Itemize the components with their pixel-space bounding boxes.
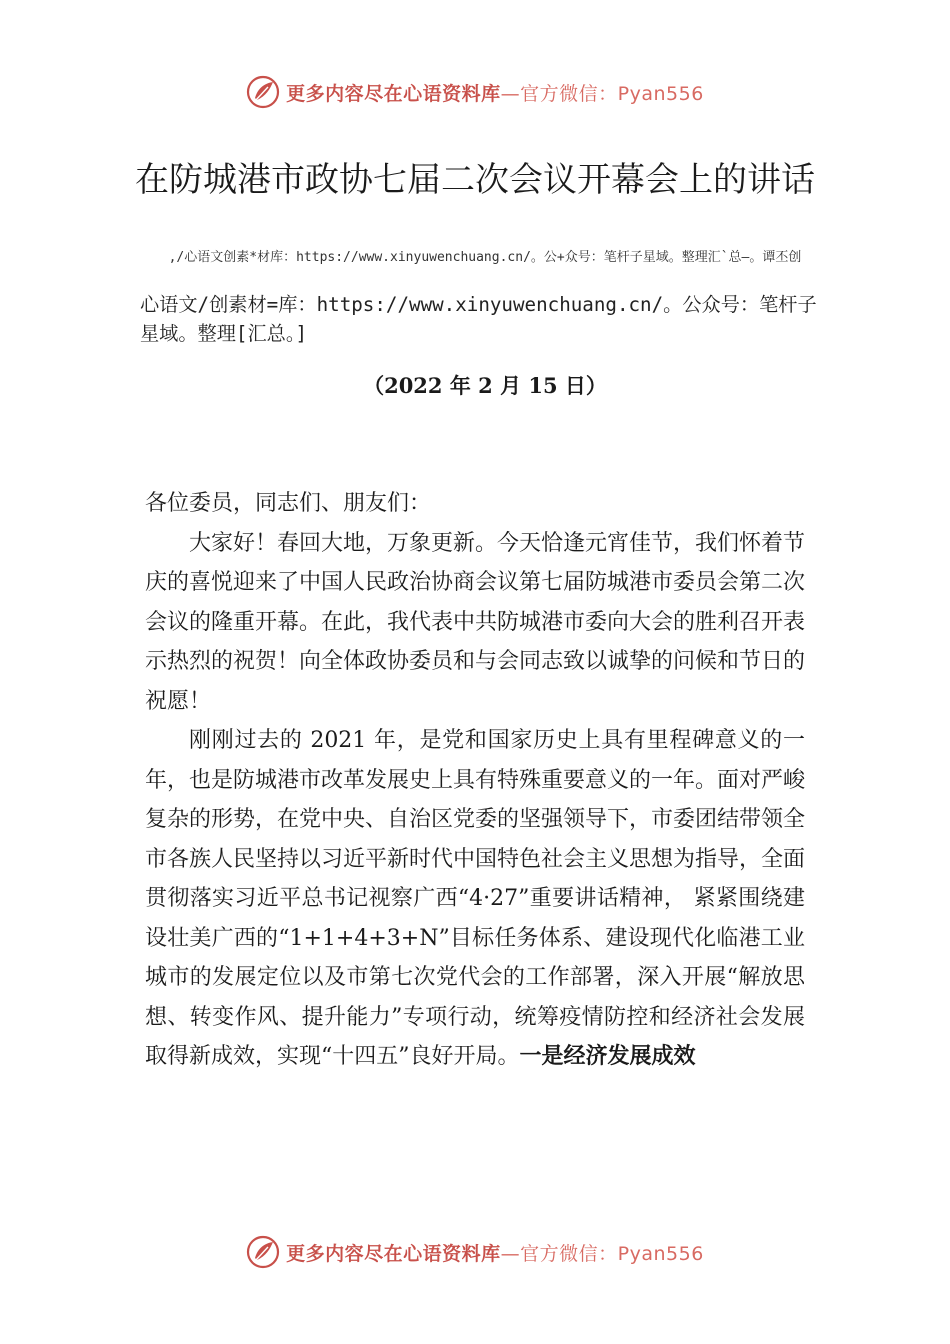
leaf-logo-icon [246,1235,280,1269]
paragraph-2 [145,721,805,1077]
speech-date: （2022 年 2 月 15 日） [363,373,607,398]
paragraph-2-text: 刚刚过去的 2021 年，是党和国家历史上具有里程碑意义的一年，也是防城港市改革发展史上具有特殊重要意义的一年。面对严峻复杂的形势，在党中央、自治区党委的坚强领导下，市委团结带领全市各族人民坚持以习近平新时代中国特色社会主义思想为指导，全面贯彻落实习近平总书记视察广西“4·27”重要讲话精神， 紧紧围绕建设壮美广西的“1+1+4+3+N”目标任务体系、建设现代化临港工业城市的发展定位以及市第七次党代会的工作部署，深入开展“解放思想、转变作风、提升能力”专项行动，统筹疫情防控和经济社会发展取得新成效，实现“十四五”良好开局。 [145,728,806,1069]
speech-body [145,484,805,1077]
paragraph-1: 大家好！春回大地，万象更新。今天恰逢元宵佳节，我们怀着节庆的喜悦迎来了中国人民政治协商会议第七届防城港市委员会第二次会议的隆重开幕。在此，我代表中共防城港市委向大会的胜利召开表示热烈的祝贺！向全体政协委员和与会同志致以诚挚的问候和节日的祝愿！ [145,530,806,714]
watermark-text [286,1239,704,1266]
paragraph-2-bold-tail: 一是经济发展成效 [519,1043,696,1069]
watermark-banner-top [0,72,950,112]
source-note: 心语文/创素材=库：https://www.xinyuwenchuang.cn/。公众号：笔杆子星域。整理[汇总。] [140,293,817,345]
watermark-sub-text: —官方微信：Pyan556 [500,82,704,105]
source-note-small: ,/心语文创素*材库：https://www.xinyuwenchuang.cn/。公+众号：笔杆子星域。整理汇`总—。谭丕创 [168,250,802,265]
watermark-main-text: 更多内容尽在心语资料库 [286,1242,501,1265]
watermark-sub-text: —官方微信：Pyan556 [500,1242,704,1265]
watermark-banner-bottom [0,1232,950,1272]
watermark-text [286,79,704,106]
leaf-logo-icon [246,75,280,109]
greeting: 各位委员，同志们、朋友们： [145,491,432,516]
document-title: 在防城港市政协七届二次会议开幕会上的讲话 [135,160,815,200]
watermark-main-text: 更多内容尽在心语资料库 [286,82,501,105]
